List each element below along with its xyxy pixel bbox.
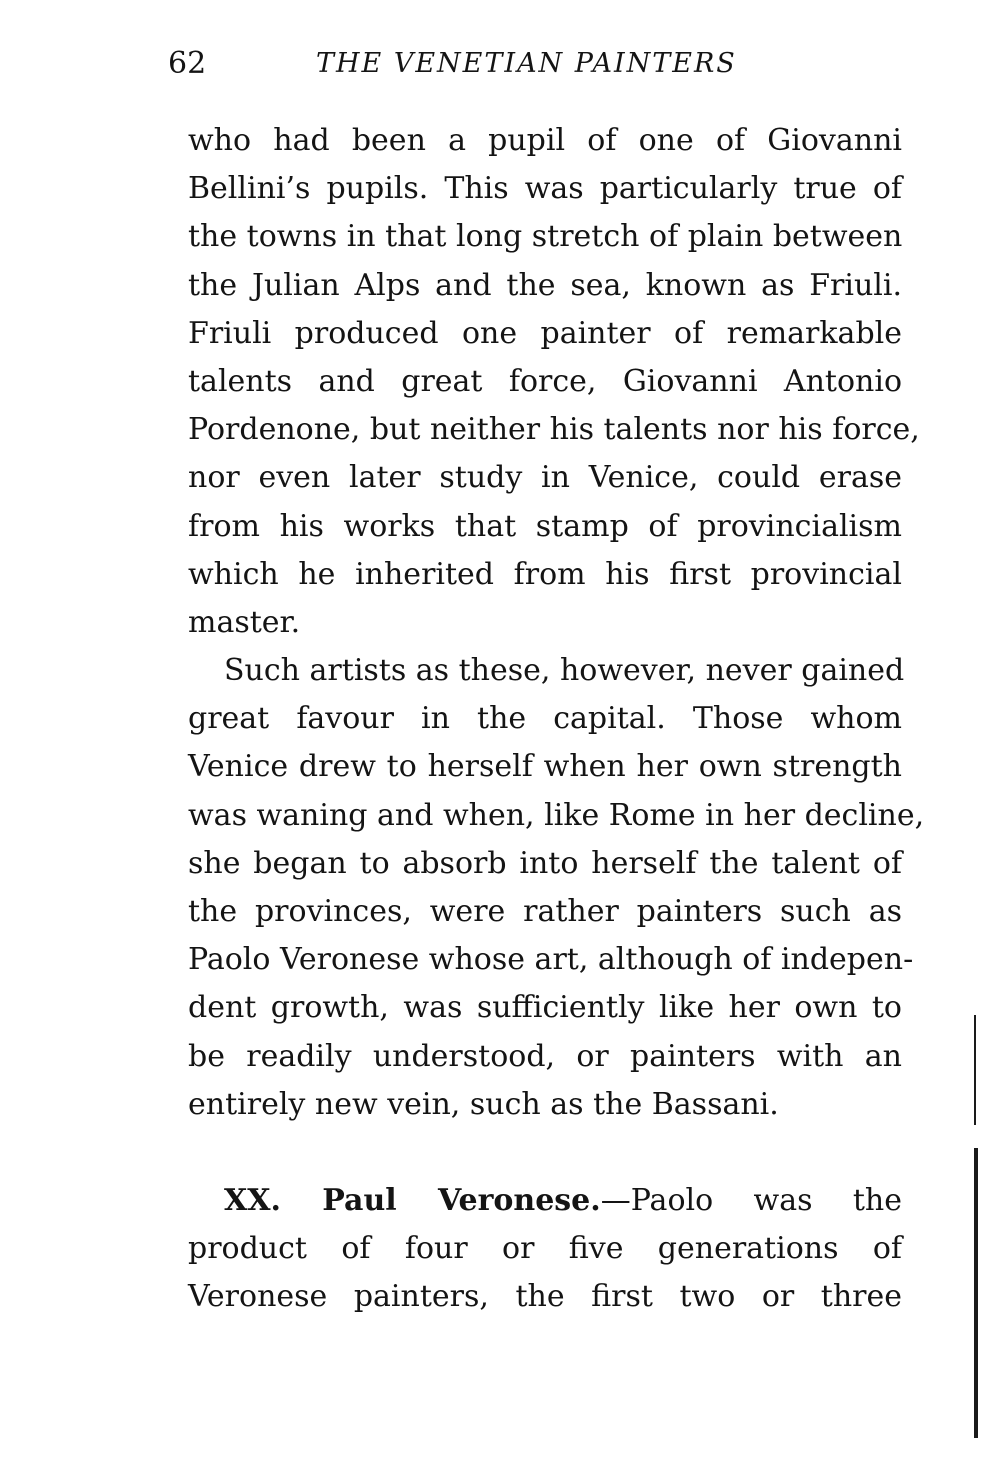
text-line: Venice drew to herself when her own strength	[188, 749, 902, 785]
text-line: Veronese painters, the first two or three	[188, 1279, 902, 1315]
text-line: who had been a pupil of one of Giovanni	[188, 123, 902, 158]
page-header	[168, 46, 902, 86]
text-line: from his works that stamp of provincialism	[188, 508, 902, 544]
text-line: great favour in the capital. Those whom	[188, 701, 902, 737]
paragraph-1	[188, 117, 920, 647]
scan-edge-mark	[974, 1015, 976, 1125]
text-line: Friuli produced one painter of remarkable	[188, 315, 902, 351]
section-heading: XX. Paul Veronese.	[224, 1183, 601, 1218]
section-first-line-text: —Paolo was the	[600, 1183, 903, 1218]
text-line: the provinces, were rather painters such as	[188, 893, 902, 929]
text-line: product of four or five generations of	[188, 1231, 902, 1267]
text-line: talents and great force, Giovanni Antonio	[188, 363, 902, 399]
text-line: Such artists as these, however, never gained	[224, 653, 905, 688]
text-line: Bellini’s pupils. This was particularly true of	[188, 171, 902, 207]
text-line: the towns in that long stretch of plain between	[188, 219, 903, 255]
text-line: Pordenone, but neither his talents nor his force,	[188, 412, 920, 448]
text-line: master.	[188, 604, 301, 640]
scan-edge-mark	[974, 1148, 978, 1438]
text-line: was waning and when, like Rome in her decline,	[188, 797, 925, 833]
text-line: the Julian Alps and the sea, known as Friuli.	[188, 267, 902, 303]
text-line: she began to absorb into herself the talent of	[188, 845, 902, 881]
text-line: be readily understood, or painters with an	[188, 1038, 902, 1074]
page-number: 62	[168, 46, 207, 81]
text-line: which he inherited from his first provincial	[188, 556, 902, 592]
section-xx-paragraph	[188, 1177, 902, 1322]
running-title: THE VENETIAN PAINTERS	[316, 48, 737, 79]
text-line: entirely new vein, such as the Bassani.	[188, 1086, 779, 1122]
section-first-line	[188, 1177, 902, 1225]
text-line: dent growth, was sufficiently like her own to	[188, 990, 902, 1026]
text-line: Paolo Veronese whose art, although of indepen-	[188, 942, 914, 978]
text-line: nor even later study in Venice, could erase	[188, 460, 902, 496]
paragraph-2	[188, 647, 925, 1129]
